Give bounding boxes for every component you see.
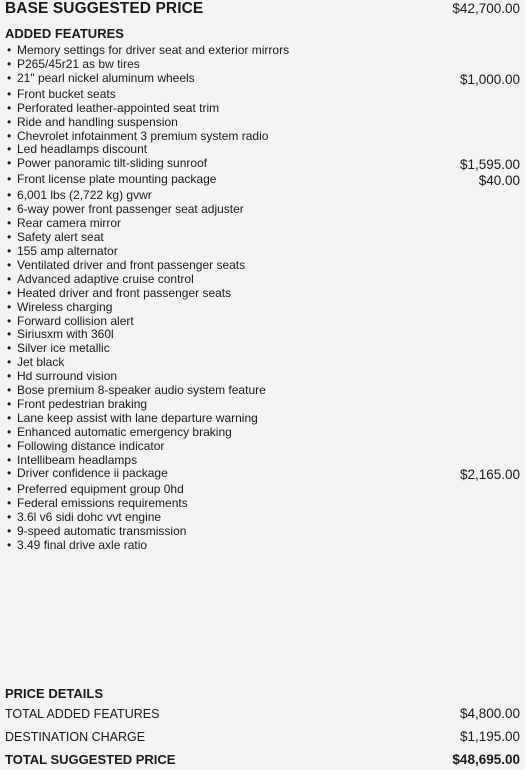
feature-item	[7, 116, 520, 130]
destination-charge-row	[5, 729, 520, 744]
total-suggested-price-value: $48,695.00	[452, 752, 520, 767]
feature-item	[7, 483, 520, 497]
feature-name: • 21" pearl nickel aluminum wheels	[7, 72, 195, 86]
feature-name: • Safety alert seat	[7, 231, 104, 245]
base-price-label: BASE SUGGESTED PRICE	[5, 0, 204, 17]
feature-item	[7, 143, 520, 157]
feature-name: • Siriusxm with 360l	[7, 328, 114, 342]
feature-item	[7, 356, 520, 370]
feature-item	[7, 440, 520, 454]
feature-item	[7, 88, 520, 102]
price-details-heading: PRICE DETAILS	[5, 686, 103, 701]
destination-charge-label: DESTINATION CHARGE	[5, 730, 146, 744]
feature-item	[7, 328, 520, 342]
feature-name: • Enhanced automatic emergency braking	[7, 426, 232, 440]
base-price-row	[5, 0, 520, 18]
feature-item	[7, 245, 520, 259]
feature-name: • Front bucket seats	[7, 88, 116, 102]
destination-charge-value: $1,195.00	[459, 729, 520, 744]
feature-name: • Chevrolet infotainment 3 premium system radio	[7, 130, 268, 144]
feature-name: • Memory settings for driver seat and exterior mirrors	[7, 44, 289, 58]
feature-name: • Wireless charging	[7, 301, 112, 315]
feature-item	[7, 231, 520, 245]
feature-price: $40.00	[478, 173, 520, 189]
feature-item	[7, 426, 520, 440]
feature-item	[7, 189, 520, 203]
feature-name: • 155 amp alternator	[7, 245, 118, 259]
feature-name: • Bose premium 8-speaker audio system feature	[7, 384, 266, 398]
feature-name: • Front license plate mounting package	[7, 173, 216, 187]
feature-name: • Lane keep assist with lane departure warning	[7, 412, 258, 426]
feature-name: • Rear camera mirror	[7, 217, 121, 231]
feature-item	[7, 342, 520, 356]
feature-item	[7, 217, 520, 231]
feature-name: • Driver confidence ii package	[7, 467, 168, 481]
feature-item	[7, 102, 520, 116]
feature-name: • 9-speed automatic transmission	[7, 525, 186, 539]
feature-name: • 6-way power front passenger seat adjuster	[7, 203, 244, 217]
feature-item	[7, 315, 520, 329]
feature-item	[7, 157, 520, 173]
feature-item	[7, 130, 520, 144]
feature-item	[7, 44, 520, 58]
feature-item	[7, 525, 520, 539]
total-suggested-price-row	[5, 752, 520, 767]
feature-name: • Following distance indicator	[7, 440, 164, 454]
total-added-features-label: TOTAL ADDED FEATURES	[5, 707, 160, 721]
feature-item	[7, 398, 520, 412]
feature-item	[7, 370, 520, 384]
feature-name: • Federal emissions requirements	[7, 497, 188, 511]
feature-item	[7, 259, 520, 273]
feature-name: • Jet black	[7, 356, 64, 370]
feature-price: $1,595.00	[459, 157, 520, 173]
feature-name: • Front pedestrian braking	[7, 398, 147, 412]
feature-name: • Power panoramic tilt-sliding sunroof	[7, 157, 207, 171]
feature-name: • Perforated leather-appointed seat trim	[7, 102, 219, 116]
feature-name: • Heated driver and front passenger seats	[7, 287, 231, 301]
feature-name: • 3.49 final drive axle ratio	[7, 539, 147, 553]
feature-name: • Hd surround vision	[7, 370, 117, 384]
feature-item	[7, 539, 520, 553]
total-added-features-row	[5, 706, 520, 721]
feature-item	[7, 173, 520, 189]
feature-item	[7, 384, 520, 398]
feature-item	[7, 58, 520, 72]
total-added-features-value: $4,800.00	[459, 706, 520, 721]
total-suggested-price-label: TOTAL SUGGESTED PRICE	[5, 752, 176, 767]
feature-price: $1,000.00	[459, 71, 520, 87]
feature-name: • Ride and handling suspension	[7, 116, 178, 130]
feature-name: • Led headlamps discount	[7, 143, 147, 157]
feature-name: • Ventilated driver and front passenger seats	[7, 259, 245, 273]
base-price-value: $42,700.00	[452, 1, 520, 16]
feature-item	[7, 412, 520, 426]
feature-item	[7, 273, 520, 287]
feature-item	[7, 72, 520, 88]
feature-name: • Intellibeam headlamps	[7, 454, 137, 468]
added-features-heading: ADDED FEATURES	[5, 26, 124, 41]
feature-item	[7, 301, 520, 315]
feature-item	[7, 287, 520, 301]
feature-item	[7, 497, 520, 511]
feature-name: • 6,001 lbs (2,722 kg) gvwr	[7, 189, 152, 203]
feature-name: • 3.6l v6 sidi dohc vvt engine	[7, 511, 161, 525]
feature-name: • P265/45r21 as bw tires	[7, 58, 140, 72]
feature-item	[7, 454, 520, 468]
feature-name: • Forward collision alert	[7, 315, 134, 329]
feature-item	[7, 467, 520, 483]
feature-item	[7, 203, 520, 217]
feature-name: • Silver ice metallic	[7, 342, 110, 356]
feature-name: • Preferred equipment group 0hd	[7, 483, 184, 497]
feature-price: $2,165.00	[459, 467, 520, 483]
feature-item	[7, 511, 520, 525]
feature-name: • Advanced adaptive cruise control	[7, 273, 194, 287]
added-features-list	[7, 44, 520, 553]
